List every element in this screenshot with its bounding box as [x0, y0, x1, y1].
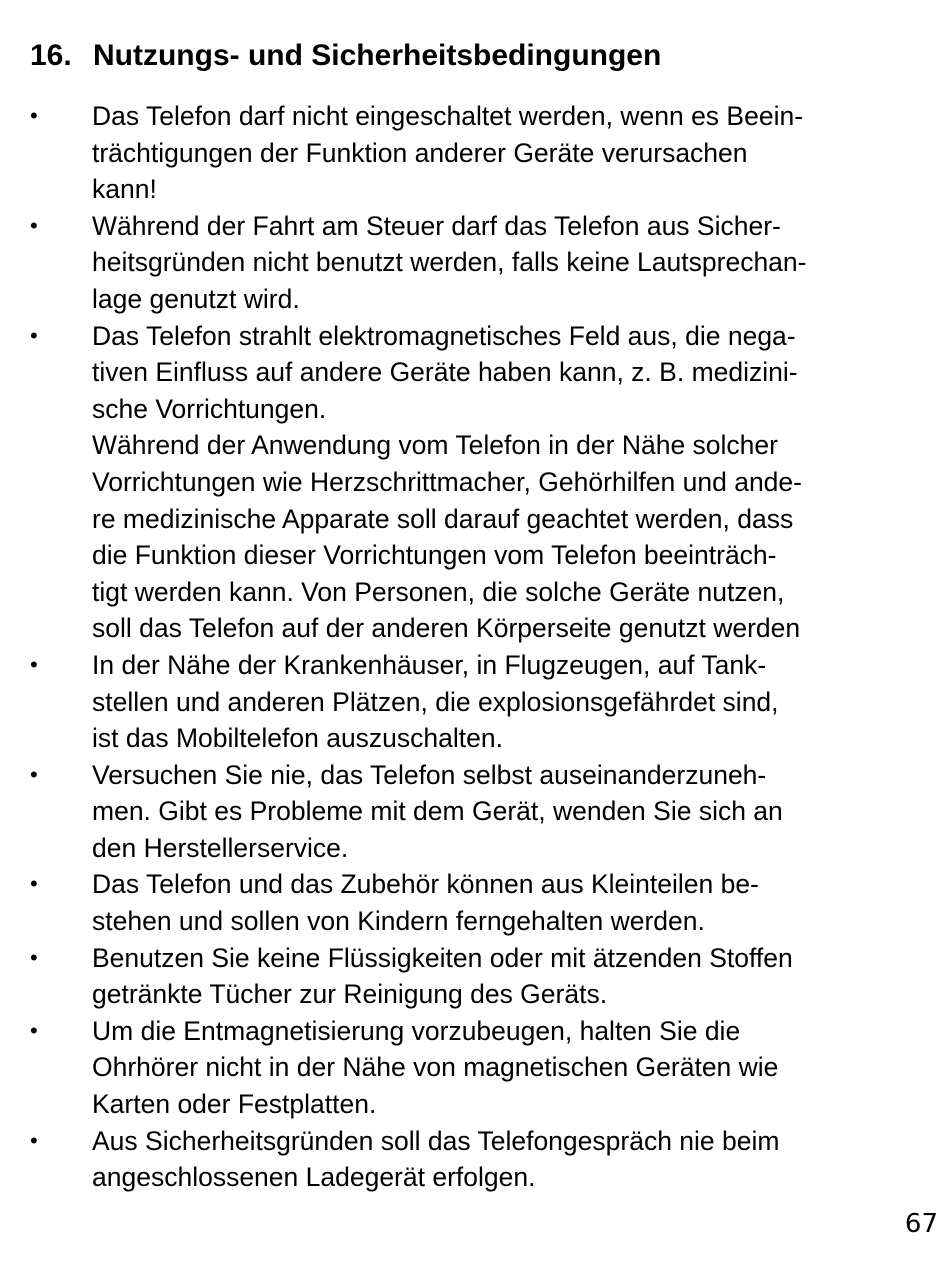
- bullet-icon: •: [30, 322, 38, 348]
- item-text-line: sche Vorrichtungen.: [92, 393, 327, 424]
- bullet-icon: •: [30, 651, 38, 677]
- item-text-line: angeschlossenen Ladegerät erfolgen.: [92, 1162, 536, 1193]
- item-text-line: trächtigungen der Funktion anderer Geräte verursachen: [92, 137, 748, 168]
- item-text-line: ist das Mobiltelefon auszuschalten.: [92, 723, 503, 754]
- bullet-icon: •: [30, 1127, 38, 1153]
- item-text-line: Versuchen Sie nie, das Telefon selbst auseinanderzuneh-: [92, 759, 767, 790]
- item-text-line: getränkte Tücher zur Reinigung des Geräts.: [92, 979, 608, 1010]
- item-text-line: stellen und anderen Plätzen, die explosionsgefährdet sind,: [92, 686, 779, 717]
- bullet-icon: •: [30, 212, 38, 238]
- item-text-line: den Herstellerservice.: [92, 832, 349, 863]
- section-heading: [30, 36, 661, 76]
- bullet-icon: •: [30, 871, 38, 897]
- section-number: 16.: [30, 39, 72, 72]
- list-item: [0, 1013, 950, 1123]
- page-number: 67: [904, 1209, 938, 1239]
- list-item: [0, 647, 950, 757]
- item-text-line: Während der Fahrt am Steuer darf das Telefon aus Sicher-: [92, 210, 781, 241]
- item-text-line: Ohrhörer nicht in der Nähe von magnetischen Geräten wie: [92, 1052, 779, 1083]
- item-text-line: tigt werden kann. Von Personen, die solche Geräte nutzen,: [92, 576, 785, 607]
- list-item: [0, 757, 950, 867]
- item-text-line: stehen und sollen von Kindern ferngehalten werden.: [92, 906, 705, 937]
- bullet-icon: •: [30, 761, 38, 787]
- item-text-line: Um die Entmagnetisierung vorzubeugen, halten Sie die: [92, 1015, 741, 1046]
- safety-conditions-list: [0, 98, 950, 1196]
- item-text-line: Vorrichtungen wie Herzschrittmacher, Gehörhilfen und ande-: [92, 466, 802, 497]
- bullet-icon: •: [30, 944, 38, 970]
- bullet-icon: •: [30, 103, 38, 128]
- item-text-line: Das Telefon darf nicht eingeschaltet werden, wenn es Beein-: [92, 101, 804, 131]
- item-text-line: Aus Sicherheitsgründen soll das Telefongespräch nie beim: [92, 1125, 780, 1156]
- list-item: [0, 208, 950, 318]
- item-text-line: kann!: [92, 174, 157, 205]
- item-text-line: Während der Anwendung vom Telefon in der Nähe solcher: [92, 430, 778, 461]
- item-text-line: soll das Telefon auf der anderen Körperseite genutzt werden: [92, 613, 801, 644]
- item-text-line: Das Telefon strahlt elektromagnetisches Feld aus, die nega-: [92, 320, 796, 351]
- item-text-line: re medizinische Apparate soll darauf geachtet werden, dass: [92, 503, 794, 534]
- item-text-line: heitsgründen nicht benutzt werden, falls keine Lautsprechan-: [92, 247, 807, 278]
- item-text-line: Benutzen Sie keine Flüssigkeiten oder mit ätzenden Stoffen: [92, 942, 793, 973]
- list-item: [0, 1123, 950, 1196]
- item-text-line: In der Nähe der Krankenhäuser, in Flugzeugen, auf Tank-: [92, 649, 767, 680]
- item-text-line: die Funktion dieser Vorrichtungen vom Telefon beeinträch-: [92, 540, 777, 571]
- list-item: [0, 866, 950, 939]
- item-text-line: Das Telefon und das Zubehör können aus Kleinteilen be-: [92, 869, 759, 900]
- item-text-line: tiven Einfluss auf andere Geräte haben kann, z. B. medizini-: [92, 357, 798, 388]
- list-item: [0, 940, 950, 1013]
- bullet-icon: •: [30, 1017, 38, 1043]
- item-text-line: men. Gibt es Probleme mit dem Gerät, wenden Sie sich an: [92, 796, 783, 827]
- list-item: [0, 98, 950, 208]
- item-text-line: lage genutzt wird.: [92, 283, 300, 314]
- list-item: [0, 318, 950, 647]
- item-text-line: Karten oder Festplatten.: [92, 1089, 377, 1120]
- section-title: Nutzungs- und Sicherheitsbedingungen: [93, 39, 662, 72]
